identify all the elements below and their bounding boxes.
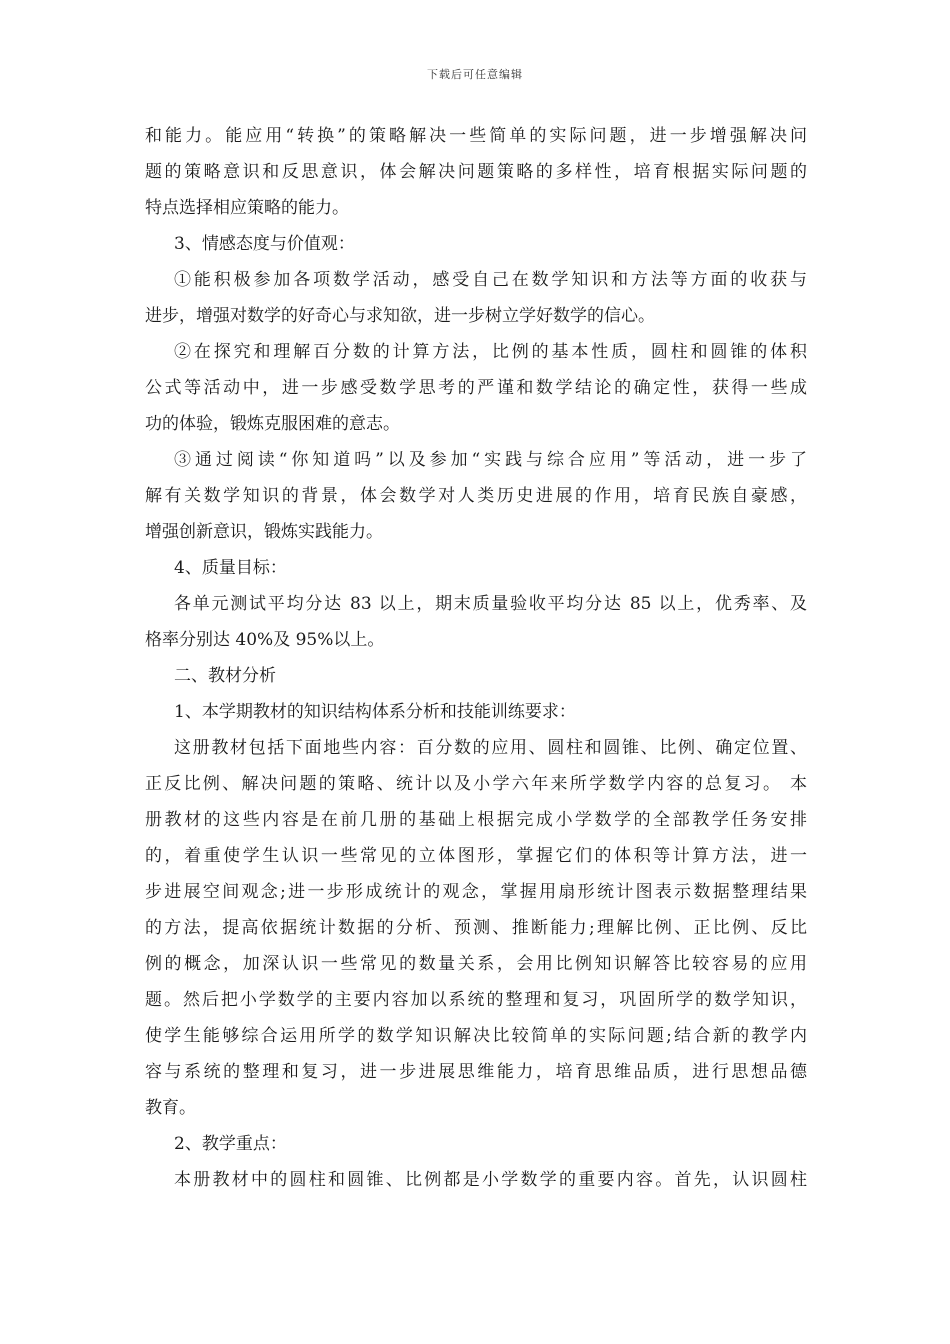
paragraph-line: 解有关数学知识的背景，体会数学对人类历史进展的作用，培育民族自豪感， — [145, 486, 807, 506]
paragraph-line: 本册教材中的圆柱和圆锥、比例都是小学数学的重要内容。首先，认识圆柱 — [174, 1170, 807, 1190]
paragraph-line: 格率分别达 40%及 95%以上。 — [145, 630, 385, 650]
paragraph-line: 正反比例、解决问题的策略、统计以及小学六年来所学数学内容的总复习。 本 — [145, 774, 807, 794]
paragraph-line: 题。然后把小学数学的主要内容加以系统的整理和复习，巩固所学的数学知识， — [145, 990, 807, 1010]
paragraph-line: 使学生能够综合运用所学的数学知识解决比较简单的实际问题;结合新的教学内 — [145, 1026, 807, 1046]
paragraph-line: 特点选择相应策略的能力。 — [145, 198, 349, 218]
paragraph-line: 容与系统的整理和复习，进一步进展思维能力，培育思维品质，进行思想品德 — [145, 1062, 807, 1082]
paragraph-line: 和能力。能应用“转换”的策略解决一些简单的实际问题，进一步增强解决问 — [145, 126, 807, 146]
paragraph-line: 的，着重使学生认识一些常见的立体图形，掌握它们的体积等计算方法，进一 — [145, 846, 807, 866]
paragraph-line: ①能积极参加各项数学活动，感受自己在数学知识和方法等方面的收获与 — [174, 270, 807, 290]
paragraph-line: 题的策略意识和反思意识，体会解决问题策略的多样性，培育根据实际问题的 — [145, 162, 807, 182]
page-header-note: 下载后可任意编辑 — [427, 68, 523, 81]
paragraph-line: 步进展空间观念;进一步形成统计的观念，掌握用扇形统计图表示数据整理结果 — [145, 882, 807, 902]
paragraph-line: 这册教材包括下面地些内容：百分数的应用、圆柱和圆锥、比例、确定位置、 — [174, 738, 807, 758]
paragraph-line: 教育。 — [145, 1098, 196, 1118]
paragraph-line: 的方法，提高依据统计数据的分析、预测、推断能力;理解比例、正比例、反比 — [145, 918, 807, 938]
section-heading: 4、质量目标： — [174, 558, 287, 578]
section-heading: 2、教学重点： — [174, 1134, 287, 1154]
section-heading: 1、本学期教材的知识结构体系分析和技能训练要求： — [174, 702, 576, 722]
paragraph-line: 增强创新意识，锻炼实践能力。 — [145, 522, 383, 542]
paragraph-line: 各单元测试平均分达 83 以上，期末质量验收平均分达 85 以上，优秀率、及 — [174, 594, 807, 614]
document-body — [145, 118, 807, 1198]
paragraph-line: 册教材的这些内容是在前几册的基础上根据完成小学数学的全部教学任务安排 — [145, 810, 807, 830]
paragraph-line: 公式等活动中，进一步感受数学思考的严谨和数学结论的确定性，获得一些成 — [145, 378, 807, 398]
paragraph-line: 功的体验，锻炼克服困难的意志。 — [145, 414, 400, 434]
section-heading: 3、情感态度与价值观： — [174, 234, 355, 254]
paragraph-line: 例的概念，加深认识一些常见的数量关系，会用比例知识解答比较容易的应用 — [145, 954, 807, 974]
paragraph-line: ③通过阅读“你知道吗”以及参加“实践与综合应用”等活动，进一步了 — [174, 450, 807, 470]
section-heading: 二、教材分析 — [174, 666, 276, 686]
paragraph-line: ②在探究和理解百分数的计算方法，比例的基本性质，圆柱和圆锥的体积 — [174, 342, 807, 362]
paragraph-line: 进步，增强对数学的好奇心与求知欲，进一步树立学好数学的信心。 — [145, 306, 655, 326]
